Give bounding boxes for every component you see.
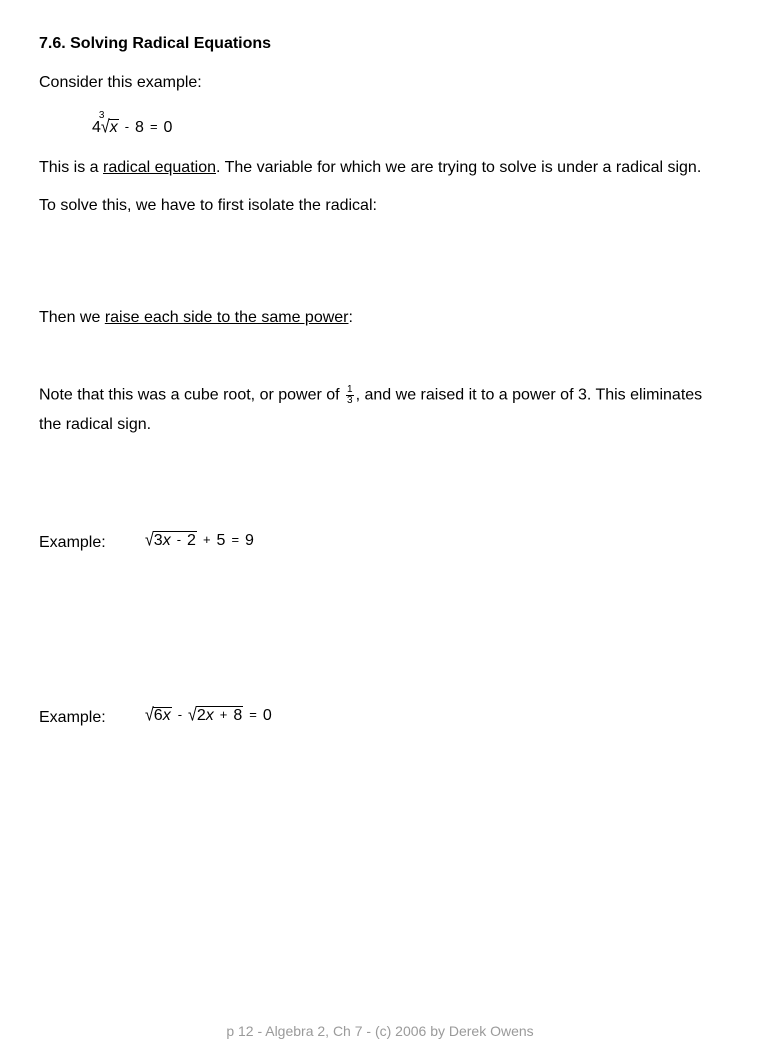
radical-sign-icon: √ [188, 705, 197, 726]
radicand-var: x [162, 532, 171, 549]
rhs: 0 [262, 707, 272, 724]
p3-after: : [348, 309, 353, 326]
radicand-2-coef: 2 [196, 707, 206, 724]
example-label-1: Example: [39, 534, 106, 551]
frac-denominator: 3 [347, 395, 353, 406]
equals-sign: = [231, 532, 240, 547]
section-title: 7.6. Solving Radical Equations [39, 35, 272, 52]
cube-root [98, 110, 119, 138]
radicand [153, 531, 197, 549]
p4-before: Note that this was a cube root, or power of [39, 386, 345, 404]
radicand-2 [196, 706, 243, 724]
rhs: 0 [163, 119, 173, 136]
plus-sign: + [219, 707, 228, 722]
p1-after: . The variable for which we are trying to solve is under a radical sign. [215, 159, 702, 176]
constant: 8 [135, 119, 144, 136]
radicand-const: 2 [187, 532, 196, 549]
example-equation-3 [145, 706, 272, 725]
radicand-1 [153, 707, 172, 724]
p1-before: This is a [39, 159, 104, 176]
plus-sign: + [202, 532, 211, 547]
radicand-1-coef: 6 [153, 707, 163, 724]
constant: 5 [216, 532, 226, 549]
example-label-2: Example: [39, 709, 106, 726]
term-radical-equation: radical equation [103, 159, 216, 176]
fraction-one-third [346, 385, 354, 406]
radicand-2-var: x [205, 707, 214, 724]
square-root-2 [188, 706, 243, 725]
paragraph-note-line2: the radical sign. [39, 416, 152, 433]
minus-sign: - [177, 707, 183, 722]
radical-sign-icon: √ [145, 705, 154, 726]
equals-sign: = [149, 119, 158, 134]
term-raise-power: raise each side to the same power [104, 309, 349, 326]
paragraph-raise-power [39, 308, 353, 328]
radicand-coef: 3 [153, 532, 163, 549]
minus-sign: - [176, 532, 182, 547]
paragraph-radical-equation [39, 158, 701, 178]
p3-before: Then we [39, 309, 105, 326]
equals-sign: = [249, 707, 257, 722]
paragraph-note-line1 [39, 385, 702, 406]
radical-sign-icon: √ [145, 530, 154, 551]
rhs: 9 [245, 532, 254, 549]
example-equation-1 [92, 110, 173, 138]
square-root-1 [145, 707, 172, 725]
radical-sign-icon: √ [100, 117, 110, 138]
frac-numerator: 1 [347, 384, 353, 395]
radicand-1-var: x [162, 707, 171, 724]
square-root [145, 531, 197, 550]
page-footer: p 12 - Algebra 2, Ch 7 - (c) 2006 by Derek Owens [226, 1023, 534, 1039]
radicand-2-const: 8 [233, 707, 243, 724]
radicand: x [109, 119, 118, 136]
coefficient: 4 [92, 119, 101, 136]
p4-after: , and we raised it to a power of 3. This eliminates [355, 386, 703, 404]
example-equation-2 [145, 531, 254, 550]
root-index: 3 [98, 110, 105, 121]
paragraph-isolate: To solve this, we have to first isolate the radical: [39, 197, 377, 214]
intro-text: Consider this example: [39, 74, 202, 91]
minus-sign: - [124, 119, 130, 134]
